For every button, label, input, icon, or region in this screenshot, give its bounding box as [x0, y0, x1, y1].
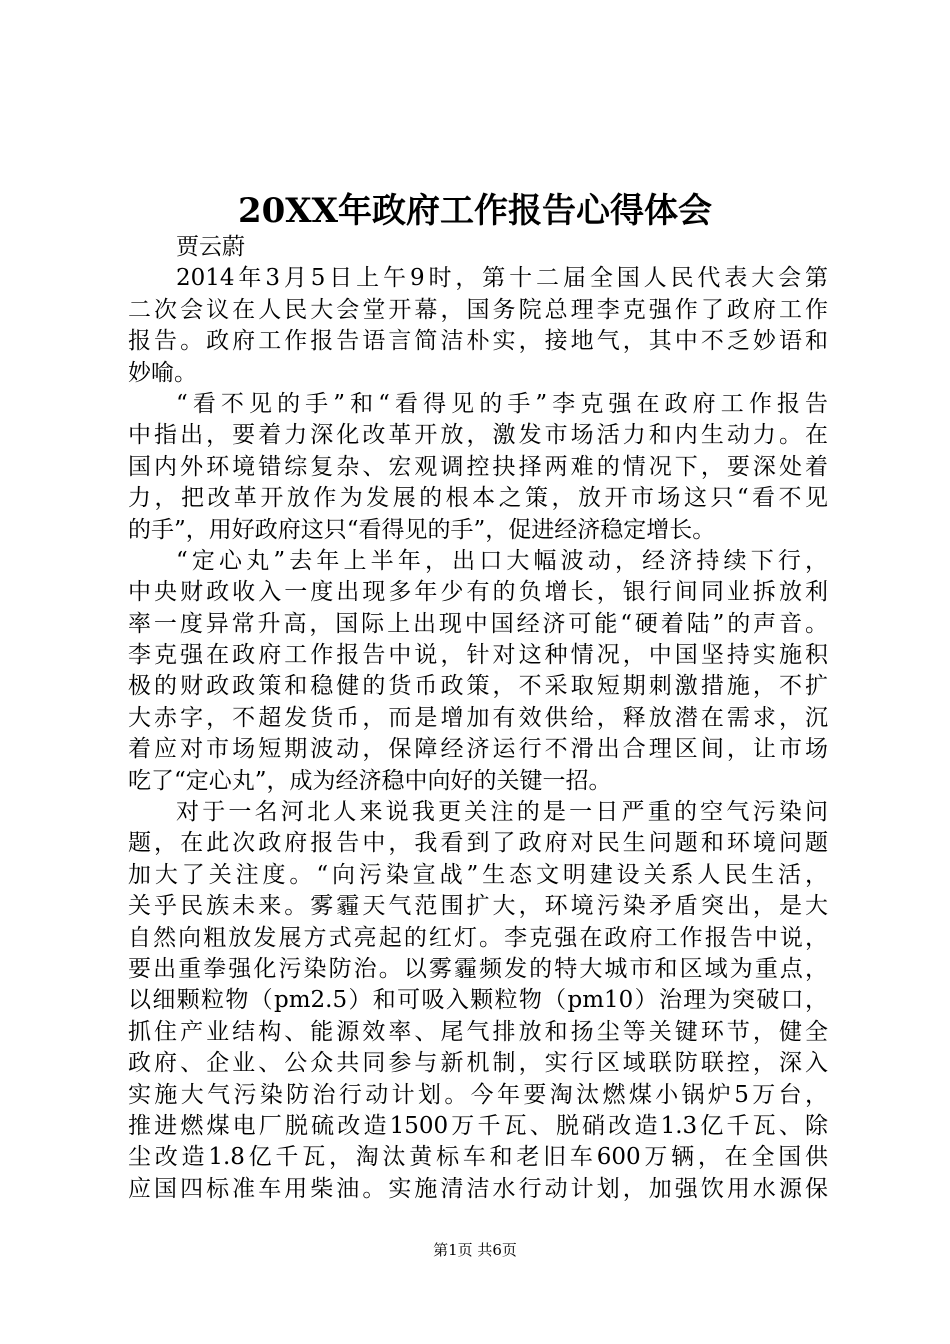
text-line: 的手”，用好政府这只“看得见的手”，促进经济稳定增长。 — [128, 516, 716, 543]
paragraph-2 — [128, 389, 828, 546]
text-line: 要出重拳强化污染防治。以雾霾频发的特大城市和区域为重点， — [128, 955, 828, 982]
author-name: 贾云蔚 — [176, 234, 245, 260]
text-line: 自然向粗放发展方式亮起的红灯。李克强在政府工作报告中说， — [128, 924, 828, 951]
text-line: 加大了关注度。“向污染宣战”生态文明建设关系人民生活， — [128, 861, 828, 888]
text-line: 大赤字，不超发货币，而是增加有效供给，释放潜在需求，沉 — [128, 704, 828, 731]
text-line: 中指出，要着力深化改革开放，激发市场活力和内生动力。在 — [128, 422, 828, 449]
text-line: 以细颗粒物（pm2.5）和可吸入颗粒物（pm10）治理为突破口， — [128, 987, 828, 1014]
paragraph-1 — [128, 263, 828, 389]
text-line: 极的财政政策和稳健的货币政策，不采取短期刺激措施，不扩 — [128, 673, 828, 700]
text-line: 二次会议在人民大会堂开幕，国务院总理李克强作了政府工作 — [128, 296, 828, 323]
text-line: 国内外环境错综复杂、宏观调控抉择两难的情况下，要深处着 — [128, 453, 828, 480]
text-line: 报告。政府工作报告语言简洁朴实，接地气，其中不乏妙语和 — [128, 328, 828, 355]
page-number-footer: 第1页 共6页 — [433, 1241, 517, 1259]
document-title: 20XX年政府工作报告心得体会 — [237, 191, 713, 231]
text-line: 对于一名河北人来说我更关注的是一日严重的空气污染问 — [176, 799, 828, 826]
text-line: “看不见的手”和“看得见的手”李克强在政府工作报告 — [176, 390, 828, 417]
text-line: 李克强在政府工作报告中说，针对这种情况，中国坚持实施积 — [128, 642, 828, 669]
document-body — [128, 232, 828, 1205]
text-line: 实施大气污染防治行动计划。今年要淘汰燃煤小锅炉5万台， — [128, 1081, 828, 1108]
text-line: 题，在此次政府报告中，我看到了政府对民生问题和环境问题 — [128, 830, 828, 857]
text-line: 推进燃煤电厂脱硫改造1500万千瓦、脱硝改造1.3亿千瓦、除 — [128, 1112, 828, 1139]
text-line: 中央财政收入一度出现多年少有的负增长，银行间同业拆放利 — [128, 579, 828, 606]
text-line: 妙喻。 — [128, 359, 197, 386]
text-line: 吃了“定心丸”，成为经济稳中向好的关键一招。 — [128, 767, 612, 794]
text-line: 关乎民族未来。雾霾天气范围扩大，环境污染矛盾突出，是大 — [128, 893, 828, 920]
text-line: 着应对市场短期波动，保障经济运行不滑出合理区间，让市场 — [128, 736, 828, 763]
text-line: “定心丸”去年上半年，出口大幅波动，经济持续下行， — [176, 547, 828, 574]
paragraph-4 — [128, 797, 828, 1205]
text-line: 率一度异常升高，国际上出现中国经济可能“硬着陆”的声音。 — [128, 610, 828, 637]
text-line: 尘改造1.8亿千瓦，淘汰黄标车和老旧车600万辆，在全国供 — [128, 1144, 828, 1171]
text-line: 抓住产业结构、能源效率、尾气排放和扬尘等关键环节，健全 — [128, 1018, 828, 1045]
paragraph-3 — [128, 546, 828, 797]
text-line: 政府、企业、公众共同参与新机制，实行区域联防联控，深入 — [128, 1050, 828, 1077]
text-line: 2014年3月5日上午9时，第十二届全国人民代表大会第 — [176, 265, 828, 292]
text-line: 力，把改革开放作为发展的根本之策，放开市场这只“看不见 — [128, 485, 828, 512]
text-line: 应国四标准车用柴油。实施清洁水行动计划，加强饮用水源保 — [128, 1175, 828, 1202]
